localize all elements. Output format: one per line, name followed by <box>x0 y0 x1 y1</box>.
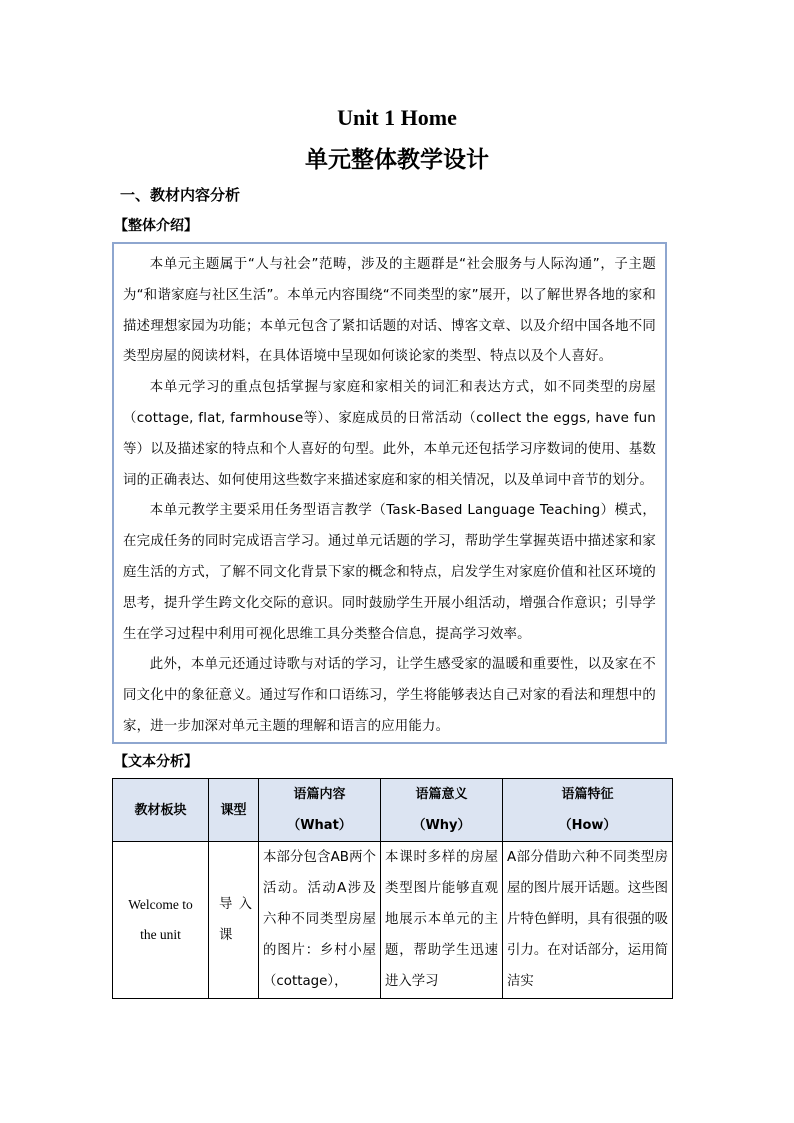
overview-paragraph: 此外，本单元还通过诗歌与对话的学习，让学生感受家的温暖和重要性，以及家在不同文化中的象征意义。通过写作和口语练习，学生将能够表达自己对家的看法和理想中的家，进一步加深对单元主题的理解和语言的应用能力。 <box>123 657 656 734</box>
unit-title: Unit 1 Home <box>337 105 457 130</box>
table-header-row <box>113 779 673 842</box>
cell-content: 本部分包含AB两个活动。活动A涉及六种不同类型房屋的图片：乡村小屋（cottage）， <box>259 842 381 999</box>
cell-type: 导 入 课 <box>209 842 259 999</box>
overview-paragraph: 本单元主题属于“人与社会”范畴，涉及的主题群是“社会服务与人际沟通”，子主题为“和谐家庭与社区生活”。本单元内容围绕“不同类型的家”展开，以了解世界各地的家和描述理想家园为功能；本单元包含了紧扣话题的对话、博客文章、以及介绍中国各地不同类型房屋的阅读材料，在具体语境中呈现如何谈论家的类型、特点以及个人喜好。 <box>123 257 656 365</box>
header-content: 语篇内容 （What） <box>259 779 381 842</box>
table-row <box>113 842 673 999</box>
overview-box <box>112 242 667 744</box>
overview-paragraph: 本单元学习的重点包括掌握与家庭和家相关的词汇和表达方式，如不同类型的房屋（cottage, flat, farmhouse等）、家庭成员的日常活动（collect the eggs, have fun等）以及描述家的特点和个人喜好的句型。此外，本单元还包括学习序数词的使用、基数词的正确表达、如何使用这些数字来描述家庭和家的相关情况，以及单词中音节的划分。 <box>123 380 656 488</box>
header-features: 语篇特征 （How） <box>503 779 673 842</box>
overview-paragraph: 本单元教学主要采用任务型语言教学（Task-Based Language Teaching）模式，在完成任务的同时完成语言学习。通过单元话题的学习，帮助学生掌握英语中描述家和家庭生活的方式，了解不同文化背景下家的概念和特点，启发学生对家庭价值和社区环境的思考，提升学生跨文化交际的意识。同时鼓励学生开展小组活动，增强合作意识；引导学生在学习过程中利用可视化思维工具分类整合信息，提高学习效率。 <box>123 503 656 642</box>
header-module: 教材板块 <box>113 779 209 842</box>
cell-features: A部分借助六种不同类型房屋的图片展开话题。这些图片特色鲜明，具有很强的吸引力。在对话部分，运用简洁实 <box>503 842 673 999</box>
overview-heading: 【整体介绍】 <box>114 218 198 234</box>
cell-meaning: 本课时多样的房屋类型图片能够直观地展示本单元的主题，帮助学生迅速进入学习 <box>381 842 503 999</box>
text-analysis-heading: 【文本分析】 <box>114 754 198 770</box>
section-heading-textbook-analysis: 一、教材内容分析 <box>120 186 241 204</box>
text-analysis-table <box>112 778 673 999</box>
cell-module: Welcome to the unit <box>113 842 209 999</box>
document-title: 单元整体教学设计 <box>305 147 489 173</box>
header-type: 课型 <box>209 779 259 842</box>
header-meaning: 语篇意义 （Why） <box>381 779 503 842</box>
